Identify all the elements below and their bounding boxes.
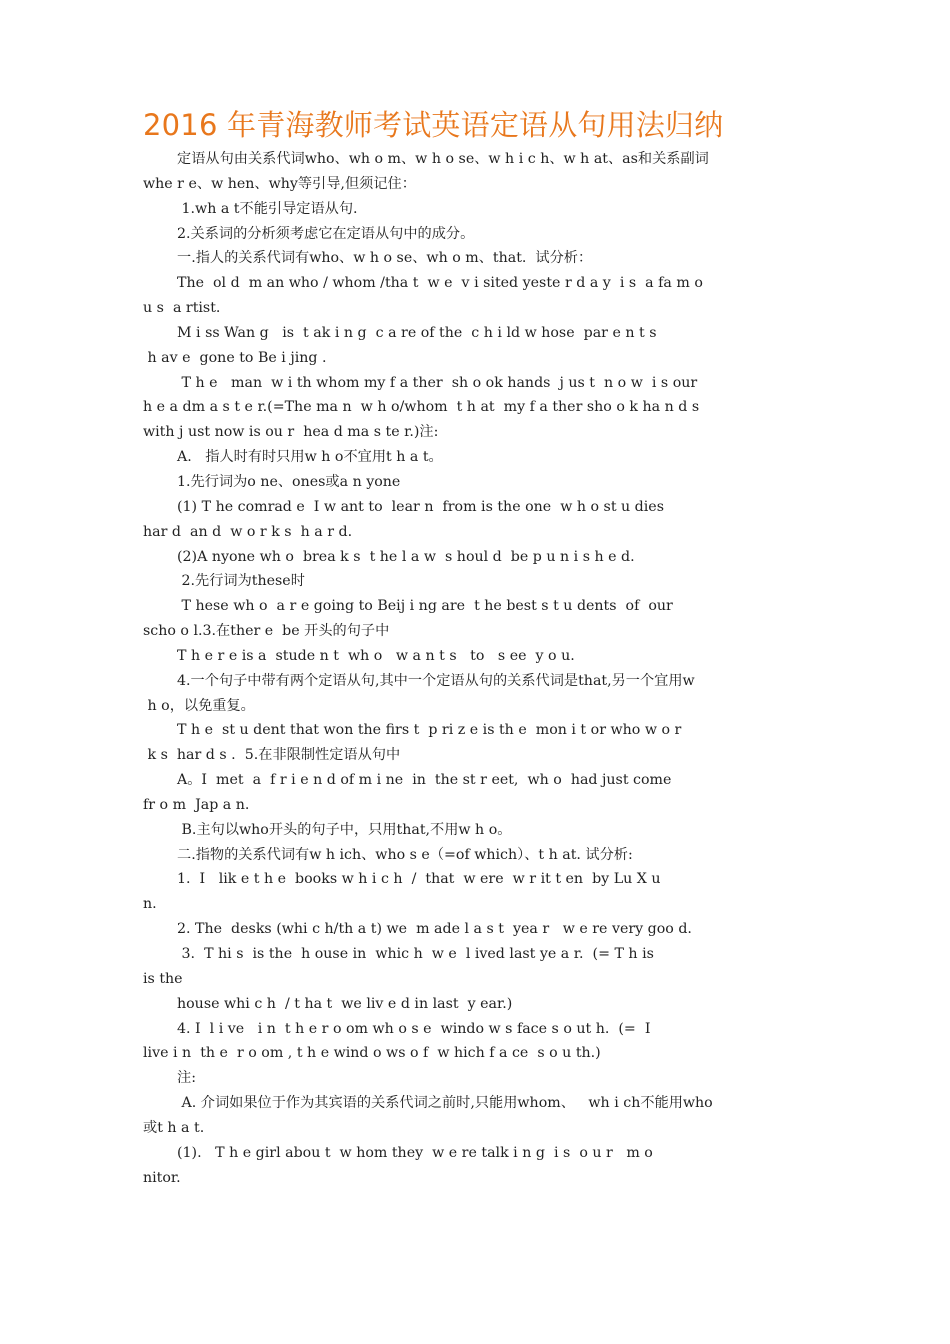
text-line: scho o l.3.在ther e be 开头的句子中 xyxy=(143,623,390,640)
text-line: A。I met a f r i e n d of m i ne in the st r eet, wh o had just come xyxy=(177,772,672,789)
document-title: 2016 年青海教师考试英语定语从句用法归纳 xyxy=(143,108,724,142)
text-line: 4. I l i ve i n t h e r o om wh o s e windo w s face s o ut h. (= I xyxy=(177,1020,651,1037)
text-line: u s a rtist. xyxy=(143,300,221,317)
text-line: h av e gone to Be i jing . xyxy=(143,349,327,366)
text-line: whe r e、w hen、why等引导,但须记住： xyxy=(143,175,416,192)
text-line: 1. I lik e t h e books w h i c h / that w ere w r it t en by Lu X u xyxy=(177,871,661,888)
text-line: 2.关系词的分析须考虑它在定语从句中的成分。 xyxy=(177,225,475,242)
text-line: live i n th e r o om , t h e wind o ws o f w hich f a ce s o u th.) xyxy=(143,1045,601,1062)
text-line: A. 指人时有时只用w h o不宜用t h a t。 xyxy=(177,449,443,466)
text-line: k s har d s . 5.在非限制性定语从句中 xyxy=(143,747,401,764)
text-line: (1). T h e girl abou t w hom they w e re talk i n g i s o u r m o xyxy=(177,1144,653,1161)
text-line: house whi c h / t ha t we liv e d in last y ear.) xyxy=(177,995,513,1012)
text-line: (2)A nyone wh o brea k s t he l a w s houl d be p u n i s h e d. xyxy=(177,548,635,565)
document-body xyxy=(143,147,809,1190)
text-line: 定语从句由关系代词who、wh o m、w h o se、w h i c h、w h at、as和关系副词 xyxy=(177,151,709,167)
text-line: T h e man w i th whom my f a ther sh o ok hands j us t n o w i s our xyxy=(177,374,698,391)
text-line: h e a dm a s t e r.(=The ma n w h o/whom t h at my f a ther sho o k ha n d s xyxy=(143,399,700,416)
text-line: 2. The desks (whi c h/th a t) we m ade l a s t yea r w e re very goo d. xyxy=(177,921,692,938)
text-line: The ol d m an who / whom /tha t w e v i sited yeste r d a y i s a fa m o xyxy=(177,275,703,292)
text-line: n. xyxy=(143,896,157,913)
text-line: is the xyxy=(143,970,183,987)
text-line: har d an d w o r k s h a r d. xyxy=(143,523,353,540)
text-line: B.主句以who开头的句子中，只用that,不用w h o。 xyxy=(177,821,512,838)
text-line: M i ss Wan g is t ak i n g c a re of the c h i ld w hose par e n t s xyxy=(177,324,657,341)
text-line: T h e r e is a stude n t wh o w a n t s to s ee y o u. xyxy=(177,647,575,664)
text-line: fr o m Jap a n. xyxy=(143,796,250,813)
text-line: 或t h a t. xyxy=(143,1119,205,1136)
text-line: (1) T he comrad e I w ant to lear n from is the one w h o st u dies xyxy=(177,498,664,515)
text-line: 注: xyxy=(177,1070,196,1087)
text-line: 4.一个句子中带有两个定语从句,其中一个定语从句的关系代词是that,另一个宜用w xyxy=(177,672,695,689)
text-line: A. 介词如果位于作为其宾语的关系代词之前时,只能用whom、 wh i ch不能用who xyxy=(177,1095,713,1112)
text-line: 1.wh a t不能引导定语从句. xyxy=(177,200,358,217)
text-line: 3. T hi s is the h ouse in whic h w e l ived last ye a r. (= T h is xyxy=(177,946,654,962)
text-line: with j ust now is ou r hea d ma s te r.)注: xyxy=(143,424,439,441)
text-line: nitor. xyxy=(143,1169,181,1186)
text-line: 一.指人的关系代词有who、w h o se、wh o m、that. 试分析： xyxy=(177,250,593,267)
text-line: 2.先行词为these时 xyxy=(177,573,305,590)
text-line: 二.指物的关系代词有w h ich、who s e（=of which）、t h at. 试分析: xyxy=(177,846,633,863)
text-line: 1.先行词为o ne、ones或a n yone xyxy=(177,473,401,490)
text-line: h o，以免重复。 xyxy=(143,697,255,714)
text-line: T hese wh o a r e going to Beij i ng are t he best s t u dents of our xyxy=(177,598,673,615)
text-line: T h e st u dent that won the firs t p ri z e is th e mon i t or who w o r xyxy=(177,722,682,739)
